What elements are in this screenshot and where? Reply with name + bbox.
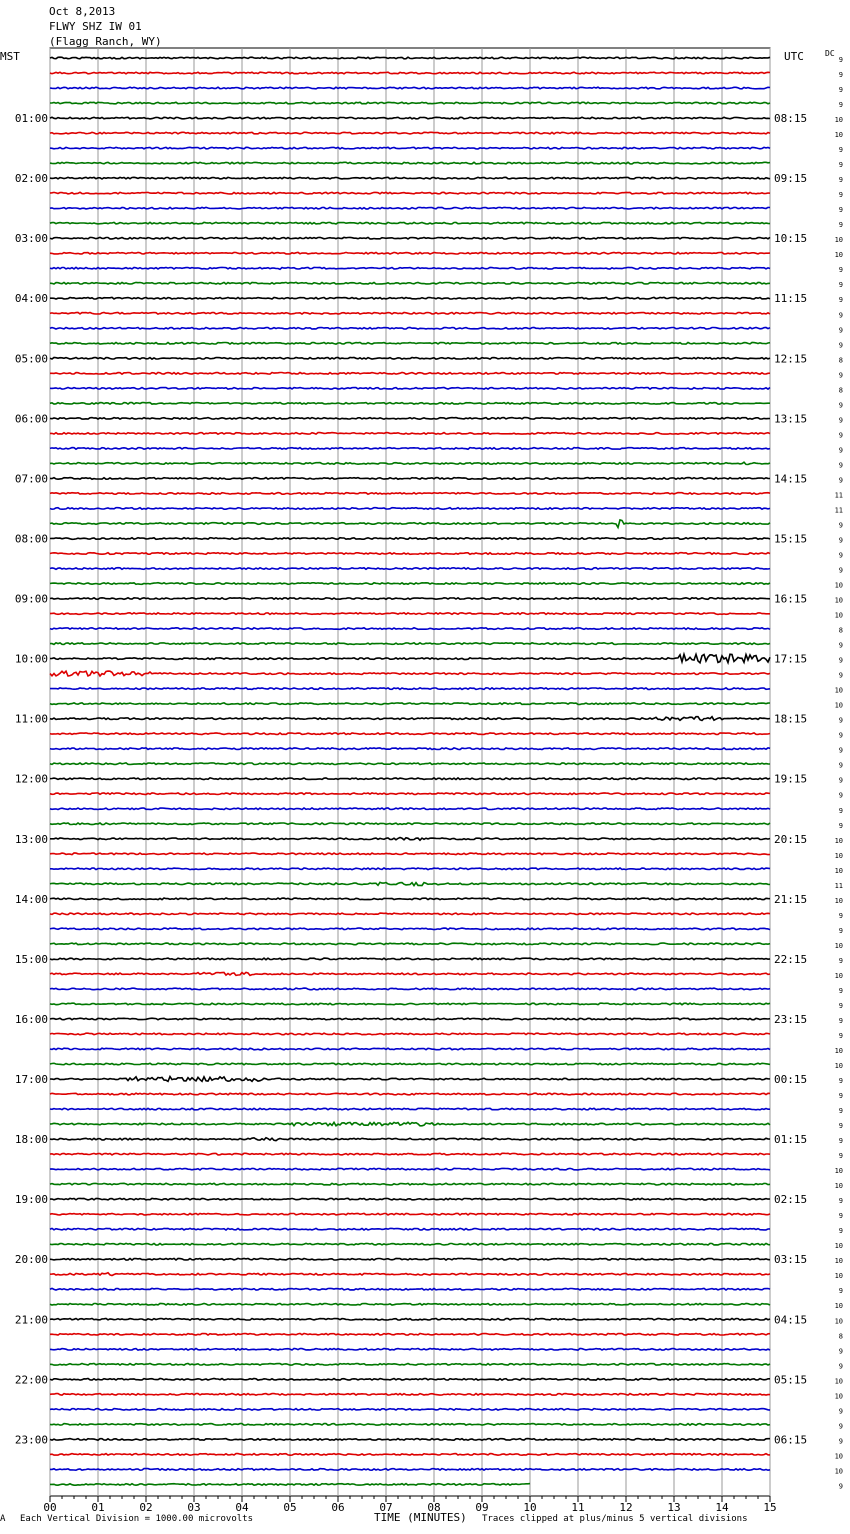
utc-hour-label: 17:15	[774, 652, 808, 666]
x-tick-label: 03	[187, 1501, 201, 1514]
dc-offset-value: 9	[838, 311, 843, 320]
corner-mark: A	[0, 1514, 6, 1524]
seismic-trace	[50, 373, 770, 375]
dc-offset-value: 10	[834, 686, 843, 695]
seismic-trace	[50, 671, 770, 676]
dc-offset-value: 9	[838, 476, 843, 485]
seismic-trace	[50, 117, 770, 119]
utc-hour-label: 22:15	[774, 952, 808, 966]
seismic-trace	[50, 1018, 770, 1020]
dc-offset-value: 9	[838, 641, 843, 650]
mst-hour-label: 10:00	[14, 652, 48, 666]
x-tick-label: 01	[91, 1501, 105, 1514]
seismic-trace	[50, 1138, 770, 1141]
seismic-trace	[50, 1273, 770, 1276]
dc-offset-value: 9	[838, 206, 843, 215]
seismic-trace	[50, 1304, 770, 1306]
seismic-trace	[50, 1033, 770, 1035]
dc-offset-value: 10	[834, 611, 843, 620]
x-tick-label: 13	[667, 1501, 681, 1514]
dc-offset-value: 10	[834, 701, 843, 710]
utc-hour-label: 01:15	[774, 1133, 808, 1147]
seismic-trace	[50, 793, 770, 795]
mst-hour-label: 07:00	[14, 472, 48, 486]
seismic-trace	[50, 1122, 770, 1126]
dc-offset-value: 10	[834, 1182, 843, 1191]
dc-offset-value: 10	[834, 866, 843, 875]
dc-offset-value: 10	[834, 581, 843, 590]
seismic-trace	[50, 1183, 770, 1185]
dc-offset-value: 10	[834, 836, 843, 845]
dc-offset-value: 9	[838, 536, 843, 545]
dc-offset-value: 10	[834, 116, 843, 125]
seismic-trace	[50, 943, 770, 945]
x-tick-label: 14	[715, 1501, 729, 1514]
utc-hour-label: 19:15	[774, 772, 808, 786]
seismic-trace	[50, 1048, 770, 1050]
seismic-trace	[50, 853, 770, 855]
seismic-trace	[50, 1198, 770, 1200]
seismic-trace	[50, 733, 770, 735]
x-axis-title: TIME (MINUTES)	[374, 1511, 467, 1524]
dc-offset-value: 10	[834, 941, 843, 950]
dc-offset-value: 9	[838, 656, 843, 665]
x-tick-label: 04	[235, 1501, 249, 1514]
seismic-trace	[50, 1484, 530, 1486]
seismic-trace	[50, 328, 770, 330]
dc-offset-value: 9	[838, 56, 843, 64]
dc-offset-value: 9	[838, 566, 843, 575]
dc-offset-value: 9	[838, 1407, 843, 1416]
dc-offset-value: 9	[838, 176, 843, 185]
x-tick-label: 08	[427, 1501, 441, 1514]
dc-offset-value: 10	[834, 1167, 843, 1176]
utc-hour-label: 13:15	[774, 412, 808, 426]
dc-offset-value: 9	[838, 371, 843, 380]
dc-offset-value: 8	[838, 626, 843, 635]
seismic-trace	[50, 958, 770, 960]
plot-frame	[50, 48, 770, 1496]
seismic-trace	[50, 192, 770, 194]
dc-offset-value: 9	[838, 791, 843, 800]
dc-offset-value: 9	[838, 716, 843, 725]
dc-offset-value: 9	[838, 521, 843, 530]
dc-offset-value: 10	[834, 1377, 843, 1386]
seismic-trace	[50, 252, 770, 254]
seismic-trace	[50, 717, 770, 721]
dc-offset-value: 9	[838, 671, 843, 680]
seismic-trace	[50, 1093, 770, 1095]
seismic-trace	[50, 553, 770, 555]
dc-offset-value: 9	[838, 1482, 843, 1491]
seismic-trace	[50, 462, 770, 464]
seismic-trace	[50, 913, 770, 915]
dc-offset-value: 9	[838, 551, 843, 560]
mst-hour-label: 05:00	[14, 352, 48, 366]
utc-hour-label: 02:15	[774, 1193, 808, 1207]
dc-offset-value: 10	[834, 1452, 843, 1461]
dc-offset-value: 9	[838, 1016, 843, 1025]
dc-offset-value: 9	[838, 956, 843, 965]
utc-hour-label: 23:15	[774, 1012, 808, 1026]
dc-offset-value: 10	[834, 851, 843, 860]
mst-hour-label: 13:00	[14, 832, 48, 846]
dc-offset-value: 9	[838, 746, 843, 755]
dc-offset-value: 10	[834, 131, 843, 140]
station-location: (Flagg Ranch, WY)	[49, 35, 162, 48]
seismic-trace	[50, 928, 770, 930]
mst-hour-label: 17:00	[14, 1073, 48, 1087]
seismic-trace	[50, 403, 770, 405]
dc-offset-value: 9	[838, 1212, 843, 1221]
seismic-trace	[50, 177, 770, 179]
x-tick-label: 02	[139, 1501, 153, 1514]
dc-offset-value: 10	[834, 1392, 843, 1401]
seismic-trace	[50, 972, 770, 975]
mst-hour-label: 03:00	[14, 232, 48, 246]
mst-hour-label: 02:00	[14, 172, 48, 186]
seismic-trace	[50, 1168, 770, 1170]
mst-hour-label: 22:00	[14, 1373, 48, 1387]
dc-offset-value: 9	[838, 191, 843, 200]
seismic-trace	[50, 598, 770, 600]
seismic-trace	[50, 478, 770, 480]
seismic-trace	[50, 568, 770, 570]
dc-label: DC	[825, 49, 835, 58]
seismic-trace	[50, 703, 770, 705]
dc-offset-value: 9	[838, 776, 843, 785]
seismic-trace	[50, 988, 770, 990]
utc-hour-label: 10:15	[774, 232, 808, 246]
seismic-trace	[50, 1228, 770, 1230]
utc-hour-label: 12:15	[774, 352, 808, 366]
utc-hour-label: 00:15	[774, 1073, 808, 1087]
dc-offset-value: 9	[838, 101, 843, 110]
seismic-trace	[50, 1409, 770, 1411]
seismic-trace	[50, 838, 770, 841]
utc-hour-label: 03:15	[774, 1253, 808, 1267]
dc-offset-value: 9	[838, 461, 843, 470]
mst-hour-label: 08:00	[14, 532, 48, 546]
seismic-trace	[50, 147, 770, 149]
dc-offset-value: 10	[834, 1272, 843, 1281]
seismic-trace	[50, 778, 770, 780]
dc-offset-value: 9	[838, 1152, 843, 1161]
plot-date: Oct 8,2013	[49, 5, 116, 18]
dc-offset-value: 9	[838, 1437, 843, 1446]
scale-note: Each Vertical Division = 1000.00 microvolts	[20, 1514, 253, 1524]
dc-offset-value: 9	[838, 446, 843, 455]
mst-hour-label: 04:00	[14, 292, 48, 306]
dc-offset-value: 11	[834, 881, 843, 890]
dc-offset-value: 8	[838, 356, 843, 365]
seismic-trace	[50, 237, 770, 239]
seismic-trace	[50, 1319, 770, 1321]
seismic-trace	[50, 1063, 770, 1065]
x-tick-label: 10	[523, 1501, 537, 1514]
seismic-trace	[50, 358, 770, 360]
dc-offset-value: 10	[834, 1467, 843, 1476]
dc-offset-value: 10	[834, 251, 843, 260]
seismic-trace	[50, 748, 770, 750]
seismic-trace	[50, 823, 770, 825]
dc-offset-value: 9	[838, 1422, 843, 1431]
seismic-trace	[50, 418, 770, 420]
seismic-trace	[50, 1258, 770, 1260]
utc-hour-label: 09:15	[774, 172, 808, 186]
seismic-trace	[50, 1424, 770, 1426]
utc-hour-label: 04:15	[774, 1313, 808, 1327]
dc-offset-value: 9	[838, 1137, 843, 1146]
seismic-trace	[50, 583, 770, 585]
seismic-trace	[50, 1108, 770, 1110]
seismic-trace	[50, 1454, 770, 1456]
seismic-trace	[50, 628, 770, 630]
dc-offset-value: 9	[838, 86, 843, 95]
mst-hour-label: 14:00	[14, 892, 48, 906]
seismic-trace	[50, 207, 770, 209]
mst-hour-label: 16:00	[14, 1012, 48, 1026]
mst-label: MST	[0, 50, 20, 63]
dc-offset-value: 10	[834, 1317, 843, 1326]
x-tick-label: 15	[763, 1501, 777, 1514]
x-tick-label: 12	[619, 1501, 633, 1514]
seismic-trace	[50, 538, 770, 540]
seismic-trace	[50, 72, 770, 74]
dc-offset-value: 9	[838, 341, 843, 350]
dc-offset-value: 9	[838, 326, 843, 335]
x-tick-label: 11	[571, 1501, 585, 1514]
dc-offset-value: 9	[838, 161, 843, 170]
mst-hour-label: 18:00	[14, 1133, 48, 1147]
seismic-trace	[50, 1379, 770, 1381]
seismic-trace	[50, 643, 770, 645]
mst-hour-label: 12:00	[14, 772, 48, 786]
seismic-trace	[50, 1153, 770, 1155]
x-tick-label: 05	[283, 1501, 297, 1514]
station-code: FLWY SHZ IW 01	[49, 20, 142, 33]
mst-hour-label: 11:00	[14, 712, 48, 726]
seismic-trace	[50, 1288, 770, 1290]
seismic-trace	[50, 57, 770, 59]
utc-hour-label: 18:15	[774, 712, 808, 726]
dc-offset-value: 9	[838, 761, 843, 770]
seismic-trace	[50, 267, 770, 269]
utc-hour-label: 16:15	[774, 592, 808, 606]
dc-offset-value: 9	[838, 416, 843, 425]
utc-label: UTC	[784, 50, 804, 63]
dc-offset-value: 10	[834, 1046, 843, 1055]
clip-note: Traces clipped at plus/minus 5 vertical divisions	[482, 1514, 748, 1524]
utc-hour-label: 21:15	[774, 892, 808, 906]
dc-offset-value: 9	[838, 281, 843, 290]
seismic-trace	[50, 898, 770, 900]
dc-offset-value: 9	[838, 71, 843, 80]
seismic-trace	[50, 102, 770, 104]
seismic-trace	[50, 1349, 770, 1351]
utc-hour-label: 14:15	[774, 472, 808, 486]
dc-offset-value: 10	[834, 596, 843, 605]
x-tick-label: 07	[379, 1501, 393, 1514]
seismic-trace	[50, 1364, 770, 1366]
dc-offset-value: 9	[838, 1092, 843, 1101]
dc-offset-value: 10	[834, 236, 843, 245]
utc-hour-label: 05:15	[774, 1373, 808, 1387]
dc-offset-value: 9	[838, 1031, 843, 1040]
dc-offset-value: 8	[838, 1332, 843, 1341]
dc-offset-value: 9	[838, 1227, 843, 1236]
seismic-trace	[50, 613, 770, 615]
seismic-trace	[50, 222, 770, 224]
dc-offset-value: 9	[838, 1077, 843, 1086]
seismic-trace	[50, 1213, 770, 1215]
dc-offset-value: 9	[838, 1362, 843, 1371]
seismic-trace	[50, 313, 770, 315]
seismic-trace	[50, 688, 770, 690]
mst-hour-label: 21:00	[14, 1313, 48, 1327]
seismic-trace	[50, 388, 770, 390]
seismic-trace	[50, 1077, 770, 1082]
x-tick-label: 09	[475, 1501, 489, 1514]
dc-offset-value: 10	[834, 1242, 843, 1251]
dc-offset-value: 10	[834, 971, 843, 980]
dc-offset-value: 8	[838, 386, 843, 395]
seismic-trace	[50, 1003, 770, 1005]
seismic-trace	[50, 654, 770, 663]
dc-offset-value: 9	[838, 1287, 843, 1296]
seismic-trace	[50, 343, 770, 345]
seismic-trace	[50, 493, 770, 495]
utc-hour-label: 06:15	[774, 1433, 808, 1447]
dc-offset-value: 10	[834, 1257, 843, 1266]
utc-hour-label: 11:15	[774, 292, 808, 306]
dc-offset-value: 9	[838, 146, 843, 155]
seismic-trace	[50, 132, 770, 134]
utc-hour-label: 20:15	[774, 832, 808, 846]
seismic-trace	[50, 1334, 770, 1336]
seismic-trace	[50, 1439, 770, 1441]
dc-offset-value: 9	[838, 806, 843, 815]
seismic-trace	[50, 297, 770, 299]
seismic-trace	[50, 1394, 770, 1396]
seismic-trace	[50, 1469, 770, 1471]
seismic-trace	[50, 808, 770, 810]
dc-offset-value: 9	[838, 926, 843, 935]
seismic-trace	[50, 282, 770, 284]
mst-hour-label: 23:00	[14, 1433, 48, 1447]
x-tick-label: 06	[331, 1501, 345, 1514]
mst-hour-label: 20:00	[14, 1253, 48, 1267]
dc-offset-value: 11	[834, 506, 843, 515]
dc-offset-value: 9	[838, 911, 843, 920]
mst-hour-label: 15:00	[14, 952, 48, 966]
dc-offset-value: 9	[838, 986, 843, 995]
dc-offset-value: 9	[838, 1347, 843, 1356]
seismic-trace	[50, 87, 770, 89]
dc-offset-value: 10	[834, 1302, 843, 1311]
dc-offset-value: 9	[838, 1107, 843, 1116]
utc-hour-label: 15:15	[774, 532, 808, 546]
seismic-trace	[50, 162, 770, 164]
mst-hour-label: 09:00	[14, 592, 48, 606]
seismic-trace	[50, 868, 770, 870]
seismic-trace	[50, 763, 770, 765]
dc-offset-value: 9	[838, 401, 843, 410]
mst-hour-label: 06:00	[14, 412, 48, 426]
dc-offset-value: 9	[838, 221, 843, 230]
seismic-trace	[50, 520, 770, 528]
utc-hour-label: 08:15	[774, 112, 808, 126]
dc-offset-value: 9	[838, 1122, 843, 1131]
dc-offset-value: 9	[838, 296, 843, 305]
dc-offset-value: 10	[834, 896, 843, 905]
dc-offset-value: 11	[834, 491, 843, 500]
mst-hour-label: 01:00	[14, 112, 48, 126]
seismic-trace	[50, 433, 770, 435]
dc-offset-value: 9	[838, 1197, 843, 1206]
dc-offset-value: 9	[838, 431, 843, 440]
dc-offset-value: 9	[838, 1001, 843, 1010]
seismic-trace	[50, 882, 770, 885]
x-tick-label: 00	[43, 1501, 57, 1514]
dc-offset-value: 9	[838, 266, 843, 275]
dc-offset-value: 9	[838, 821, 843, 830]
seismic-trace	[50, 508, 770, 510]
seismic-trace	[50, 448, 770, 450]
dc-offset-value: 9	[838, 731, 843, 740]
seismic-trace	[50, 1243, 770, 1245]
dc-offset-value: 10	[834, 1062, 843, 1071]
mst-hour-label: 19:00	[14, 1193, 48, 1207]
